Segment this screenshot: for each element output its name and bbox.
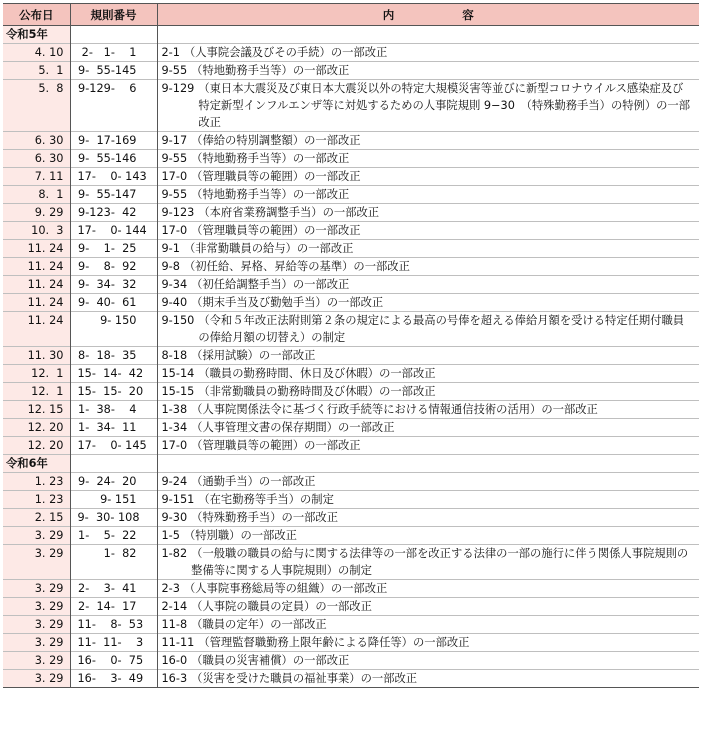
rule-code: 2-14 <box>161 600 188 613</box>
rule-number: 9- 1- 25 <box>78 242 137 255</box>
promulgation-date: 5. 1 <box>3 62 70 80</box>
rule-content-cell <box>157 276 699 294</box>
promulgation-date: 8. 1 <box>3 186 70 204</box>
rule-number: 9- 55-146 <box>78 152 137 165</box>
promulgation-date: 6. 30 <box>3 132 70 150</box>
rule-description: （非常勤職員の給与）の一部改正 <box>183 242 354 255</box>
rule-content-cell <box>157 383 699 401</box>
rule-number-cell <box>70 634 157 652</box>
rule-code-wrap <box>162 240 180 257</box>
rule-number: 2- 1- 1 <box>81 46 137 59</box>
era-blank-content <box>157 26 699 44</box>
table-row <box>3 62 699 80</box>
promulgation-date: 5. 8 <box>3 80 70 132</box>
rules-table-container <box>3 3 699 688</box>
rule-number: 15- 14- 42 <box>77 367 144 380</box>
rule-number-cell <box>70 598 157 616</box>
rule-content <box>162 240 694 257</box>
rule-content <box>162 598 694 615</box>
rule-number: 15- 15- 20 <box>77 385 144 398</box>
rule-code-wrap <box>162 347 188 364</box>
rule-number: 9- 24- 20 <box>78 475 137 488</box>
rule-code: 9-40 <box>161 296 188 309</box>
rule-code: 9-30 <box>161 511 188 524</box>
rule-description: （特殊勤務手当）の一部改正 <box>191 511 339 524</box>
rule-content-cell <box>157 186 699 204</box>
rule-description: （本府省業務調整手当）の一部改正 <box>198 206 380 219</box>
table-row <box>3 168 699 186</box>
rule-code-wrap <box>162 80 195 131</box>
rule-code-wrap <box>162 401 188 418</box>
rule-description: （管理監督職勤務上限年齢による降任等）の一部改正 <box>198 636 470 649</box>
promulgation-date: 12. 20 <box>3 437 70 455</box>
rule-code: 9-55 <box>161 64 188 77</box>
rule-code: 1-34 <box>161 421 188 434</box>
table-row <box>3 598 699 616</box>
rule-code-wrap <box>162 580 180 597</box>
rule-content-cell <box>157 616 699 634</box>
rule-content-cell <box>157 312 699 347</box>
rule-description: （通勤手当）の一部改正 <box>191 475 316 488</box>
rule-number-cell <box>70 276 157 294</box>
rule-content-cell <box>157 437 699 455</box>
promulgation-date: 12. 1 <box>3 365 70 383</box>
rule-code-wrap <box>162 294 188 311</box>
promulgation-date: 12. 15 <box>3 401 70 419</box>
table-row <box>3 294 699 312</box>
rule-content-cell <box>157 222 699 240</box>
rule-number: 9- 55-145 <box>78 64 137 77</box>
rule-number: 9-129- 6 <box>78 82 137 95</box>
rule-number-cell <box>70 150 157 168</box>
rule-number-cell <box>70 491 157 509</box>
rule-description: （人事院事務総局等の組織）の一部改正 <box>183 582 388 595</box>
rule-number-cell <box>70 222 157 240</box>
rule-content <box>162 527 694 544</box>
rule-content-cell <box>157 132 699 150</box>
rules-table <box>3 3 699 688</box>
promulgation-date: 11. 24 <box>3 294 70 312</box>
rule-code-wrap <box>162 312 195 346</box>
promulgation-date: 1. 23 <box>3 473 70 491</box>
rule-description: （初任給調整手当）の一部改正 <box>191 278 350 291</box>
rule-code-wrap <box>162 204 195 221</box>
rule-content-cell <box>157 347 699 365</box>
rule-code-wrap <box>162 545 188 579</box>
rule-code-wrap <box>162 491 195 508</box>
table-row <box>3 80 699 132</box>
rule-code-wrap <box>162 186 188 203</box>
rule-description: （人事管理文書の保存期間）の一部改正 <box>191 421 395 434</box>
era-label: 令和6年 <box>3 455 70 473</box>
rule-code-wrap <box>162 473 188 490</box>
rule-code-wrap <box>162 616 188 633</box>
rule-description: （管理職員等の範囲）の一部改正 <box>191 170 361 183</box>
rule-content <box>162 670 694 687</box>
rule-content-cell <box>157 419 699 437</box>
rule-description: （特地勤務手当等）の一部改正 <box>191 188 350 201</box>
rule-content-cell <box>157 473 699 491</box>
table-row <box>3 365 699 383</box>
rule-number-cell <box>70 437 157 455</box>
promulgation-date: 1. 23 <box>3 491 70 509</box>
rule-content-cell <box>157 365 699 383</box>
rule-content <box>162 44 694 61</box>
rule-number: 1- 82 <box>103 547 137 560</box>
rule-number-cell <box>70 132 157 150</box>
rule-description: （在宅勤務等手当）の制定 <box>198 493 334 506</box>
table-row <box>3 580 699 598</box>
era-row <box>3 455 699 473</box>
table-body <box>3 26 699 688</box>
rule-content-cell <box>157 150 699 168</box>
promulgation-date: 3. 29 <box>3 670 70 688</box>
rule-content-cell <box>157 634 699 652</box>
rule-number-cell <box>70 509 157 527</box>
rule-code: 1-38 <box>161 403 188 416</box>
rule-content-cell <box>157 168 699 186</box>
rule-content <box>162 186 694 203</box>
rule-number: 2- 3- 41 <box>78 582 137 595</box>
rule-number-cell <box>70 204 157 222</box>
rule-description: （人事院会議及びその手続）の一部改正 <box>183 46 388 59</box>
rule-number: 1- 34- 11 <box>78 421 137 434</box>
rule-number-cell <box>70 80 157 132</box>
table-row <box>3 670 699 688</box>
header-date: 公布日 <box>3 4 70 26</box>
rule-code: 9-17 <box>161 134 188 147</box>
table-row <box>3 222 699 240</box>
rule-code: 9-55 <box>161 152 188 165</box>
promulgation-date: 3. 29 <box>3 580 70 598</box>
rule-description: （職員の勤務時間、休日及び休暇）の一部改正 <box>198 367 436 380</box>
rule-content <box>162 347 694 364</box>
rule-code-wrap <box>162 44 180 61</box>
rule-description: （管理職員等の範囲）の一部改正 <box>191 224 361 237</box>
rule-content <box>162 383 694 400</box>
rule-content-cell <box>157 491 699 509</box>
rule-description: （災害を受けた職員の福祉事業）の一部改正 <box>191 672 418 685</box>
table-row <box>3 132 699 150</box>
rule-code-wrap <box>162 258 180 275</box>
rule-code-wrap <box>162 598 188 615</box>
rule-number-cell <box>70 294 157 312</box>
table-row <box>3 240 699 258</box>
rule-number: 1- 5- 22 <box>78 529 137 542</box>
promulgation-date: 7. 11 <box>3 168 70 186</box>
rule-number-cell <box>70 62 157 80</box>
rule-content <box>162 634 694 651</box>
rule-number-cell <box>70 347 157 365</box>
rule-description: （初任給、昇格、昇給等の基準）の一部改正 <box>183 260 410 273</box>
rule-description: （採用試験）の一部改正 <box>191 349 316 362</box>
rule-code: 9-151 <box>161 493 195 506</box>
rule-code: 11-11 <box>161 636 195 649</box>
rule-code: 9-8 <box>161 260 180 273</box>
promulgation-date: 3. 29 <box>3 616 70 634</box>
table-row <box>3 150 699 168</box>
rule-code-wrap <box>162 419 188 436</box>
rule-content <box>162 222 694 239</box>
rule-number: 9- 151 <box>100 493 137 506</box>
rule-code: 9-1 <box>161 242 180 255</box>
rule-number: 17- 0- 145 <box>77 439 147 452</box>
rule-code-wrap <box>162 168 188 185</box>
rule-content <box>162 204 694 221</box>
rule-content <box>162 616 694 633</box>
rule-description: （特地勤務手当等）の一部改正 <box>191 64 350 77</box>
rule-number: 9- 17-169 <box>78 134 137 147</box>
rule-number: 8- 18- 35 <box>78 349 137 362</box>
rule-number-cell <box>70 527 157 545</box>
rule-description: （東日本大震災及び東日本大震災以外の特定大規模災害等並びに新型コロナウイルス感染症及び特定新型インフルエンザ等に対処するための人事院規則 9−30 （特殊勤務手当）の特例）の一部改正 <box>198 82 691 129</box>
rule-content-cell <box>157 62 699 80</box>
rule-description: （管理職員等の範囲）の一部改正 <box>191 439 361 452</box>
rule-content-cell <box>157 545 699 580</box>
rule-code: 2-1 <box>161 46 180 59</box>
rule-description: （人事院の職員の定員）の一部改正 <box>191 600 372 613</box>
rule-description: （一般職の職員の給与に関する法律等の一部を改正する法律の一部の施行に伴う関係人事院規則の整備等に関する人事院規則）の制定 <box>191 547 689 577</box>
rule-description: （特地勤務手当等）の一部改正 <box>191 152 350 165</box>
rule-number-cell <box>70 401 157 419</box>
rule-number-cell <box>70 383 157 401</box>
rule-content <box>162 132 694 149</box>
rule-content-cell <box>157 80 699 132</box>
rule-code: 16-3 <box>161 672 188 685</box>
promulgation-date: 3. 29 <box>3 545 70 580</box>
rule-code-wrap <box>162 62 188 79</box>
table-row <box>3 419 699 437</box>
table-row <box>3 527 699 545</box>
rule-number-cell <box>70 240 157 258</box>
promulgation-date: 4. 10 <box>3 44 70 62</box>
table-row <box>3 652 699 670</box>
table-row <box>3 204 699 222</box>
rule-code: 9-150 <box>161 314 195 327</box>
rule-code: 15-14 <box>161 367 195 380</box>
promulgation-date: 11. 24 <box>3 312 70 347</box>
rule-number-cell <box>70 616 157 634</box>
rule-number: 9- 30- 108 <box>77 511 140 524</box>
table-row <box>3 473 699 491</box>
rule-number: 9- 34- 32 <box>78 278 137 291</box>
rule-content-cell <box>157 580 699 598</box>
rule-number-cell <box>70 258 157 276</box>
header-content: 内容 <box>157 4 699 26</box>
rule-code-wrap <box>162 150 188 167</box>
promulgation-date: 9. 29 <box>3 204 70 222</box>
rule-code: 1-82 <box>161 547 188 560</box>
rule-code: 16-0 <box>161 654 188 667</box>
rule-code-wrap <box>162 652 188 669</box>
table-row <box>3 509 699 527</box>
rule-code: 9-123 <box>161 206 195 219</box>
rule-code-wrap <box>162 437 188 454</box>
era-row <box>3 26 699 44</box>
rule-content <box>162 62 694 79</box>
table-row <box>3 186 699 204</box>
rule-content <box>162 276 694 293</box>
rule-code: 9-34 <box>161 278 188 291</box>
rule-description: （職員の定年）の一部改正 <box>191 618 327 631</box>
rule-description: （職員の災害補償）の一部改正 <box>191 654 350 667</box>
rule-code-wrap <box>162 276 188 293</box>
rule-code: 17-0 <box>161 224 188 237</box>
table-row <box>3 258 699 276</box>
era-label: 令和5年 <box>3 26 70 44</box>
rule-number-cell <box>70 419 157 437</box>
rule-number: 1- 38- 4 <box>78 403 137 416</box>
rule-content <box>162 258 694 275</box>
rule-code: 9-24 <box>161 475 188 488</box>
header-number: 規則番号 <box>70 4 157 26</box>
rule-content-cell <box>157 670 699 688</box>
rule-content-cell <box>157 44 699 62</box>
rule-content-cell <box>157 527 699 545</box>
promulgation-date: 3. 29 <box>3 527 70 545</box>
rule-content-cell <box>157 258 699 276</box>
rule-content-cell <box>157 240 699 258</box>
rule-number: 9- 150 <box>100 314 137 327</box>
rule-number: 9- 8- 92 <box>78 260 137 273</box>
table-row <box>3 401 699 419</box>
rule-code: 17-0 <box>161 439 188 452</box>
rule-content-cell <box>157 652 699 670</box>
table-row <box>3 634 699 652</box>
rule-code-wrap <box>162 634 195 651</box>
rule-description: （非常勤職員の勤務時間及び休暇）の一部改正 <box>198 385 436 398</box>
rule-number-cell <box>70 186 157 204</box>
rule-content <box>162 437 694 454</box>
rule-code: 8-18 <box>161 349 188 362</box>
rule-code-wrap <box>162 222 188 239</box>
rule-code: 9-129 <box>161 82 195 95</box>
rule-content <box>162 80 694 131</box>
rule-content <box>162 580 694 597</box>
promulgation-date: 3. 29 <box>3 598 70 616</box>
rule-code-wrap <box>162 670 188 687</box>
table-row <box>3 44 699 62</box>
promulgation-date: 11. 30 <box>3 347 70 365</box>
rule-number: 16- 3- 49 <box>77 672 144 685</box>
era-blank-content <box>157 455 699 473</box>
table-row <box>3 491 699 509</box>
table-row <box>3 276 699 294</box>
rule-content <box>162 312 694 346</box>
rule-code-wrap <box>162 509 188 526</box>
rule-content <box>162 473 694 490</box>
rule-number: 17- 0- 144 <box>77 224 147 237</box>
rule-content <box>162 419 694 436</box>
rule-number: 17- 0- 143 <box>77 170 147 183</box>
rule-content <box>162 168 694 185</box>
rule-number: 16- 0- 75 <box>77 654 144 667</box>
promulgation-date: 11. 24 <box>3 258 70 276</box>
promulgation-date: 11. 24 <box>3 276 70 294</box>
rule-number-cell <box>70 473 157 491</box>
promulgation-date: 2. 15 <box>3 509 70 527</box>
rule-content <box>162 491 694 508</box>
rule-content-cell <box>157 204 699 222</box>
rule-number-cell <box>70 545 157 580</box>
rule-code: 1-5 <box>161 529 180 542</box>
promulgation-date: 3. 29 <box>3 652 70 670</box>
promulgation-date: 11. 24 <box>3 240 70 258</box>
rule-content-cell <box>157 598 699 616</box>
rule-code: 9-55 <box>161 188 188 201</box>
era-blank-number <box>70 26 157 44</box>
rule-content-cell <box>157 294 699 312</box>
table-row <box>3 383 699 401</box>
rule-code-wrap <box>162 132 188 149</box>
table-row <box>3 616 699 634</box>
rule-content <box>162 294 694 311</box>
rule-number-cell <box>70 652 157 670</box>
rule-number: 2- 14- 17 <box>78 600 137 613</box>
table-row <box>3 545 699 580</box>
rule-code-wrap <box>162 527 180 544</box>
rule-content <box>162 401 694 418</box>
rule-number-cell <box>70 580 157 598</box>
rule-number: 9-123- 42 <box>78 206 137 219</box>
rule-content-cell <box>157 509 699 527</box>
rule-content <box>162 365 694 382</box>
table-header-row <box>3 4 699 26</box>
promulgation-date: 6. 30 <box>3 150 70 168</box>
rule-description: （期末手当及び勤勉手当）の一部改正 <box>191 296 384 309</box>
rule-number: 9- 55-147 <box>78 188 137 201</box>
rule-number-cell <box>70 168 157 186</box>
promulgation-date: 3. 29 <box>3 634 70 652</box>
rule-number-cell <box>70 44 157 62</box>
rule-number: 11- 8- 53 <box>77 618 144 631</box>
promulgation-date: 10. 3 <box>3 222 70 240</box>
table-row <box>3 347 699 365</box>
table-row <box>3 437 699 455</box>
rule-code-wrap <box>162 383 195 400</box>
rule-description: （令和５年改正法附則第２条の規定による最高の号俸を超える俸給月額を受ける特定任期付職員の俸給月額の切替え）の制定 <box>198 314 685 344</box>
promulgation-date: 12. 1 <box>3 383 70 401</box>
rule-code: 11-8 <box>161 618 188 631</box>
era-blank-number <box>70 455 157 473</box>
rule-number: 11- 11- 3 <box>77 636 144 649</box>
rule-number-cell <box>70 365 157 383</box>
rule-content <box>162 509 694 526</box>
rule-code: 2-3 <box>161 582 180 595</box>
rule-code: 17-0 <box>161 170 188 183</box>
rule-description: （人事院関係法令に基づく行政手続等における情報通信技術の活用）の一部改正 <box>191 403 598 416</box>
rule-number-cell <box>70 670 157 688</box>
rule-number: 9- 40- 61 <box>78 296 137 309</box>
table-row <box>3 312 699 347</box>
rule-content <box>162 150 694 167</box>
rule-code: 15-15 <box>161 385 195 398</box>
rule-number-cell <box>70 312 157 347</box>
rule-content <box>162 652 694 669</box>
rule-code-wrap <box>162 365 195 382</box>
rule-content-cell <box>157 401 699 419</box>
rule-content <box>162 545 694 579</box>
rule-description: （俸給の特別調整額）の一部改正 <box>191 134 361 147</box>
promulgation-date: 12. 20 <box>3 419 70 437</box>
rule-description: （特別職）の一部改正 <box>183 529 297 542</box>
